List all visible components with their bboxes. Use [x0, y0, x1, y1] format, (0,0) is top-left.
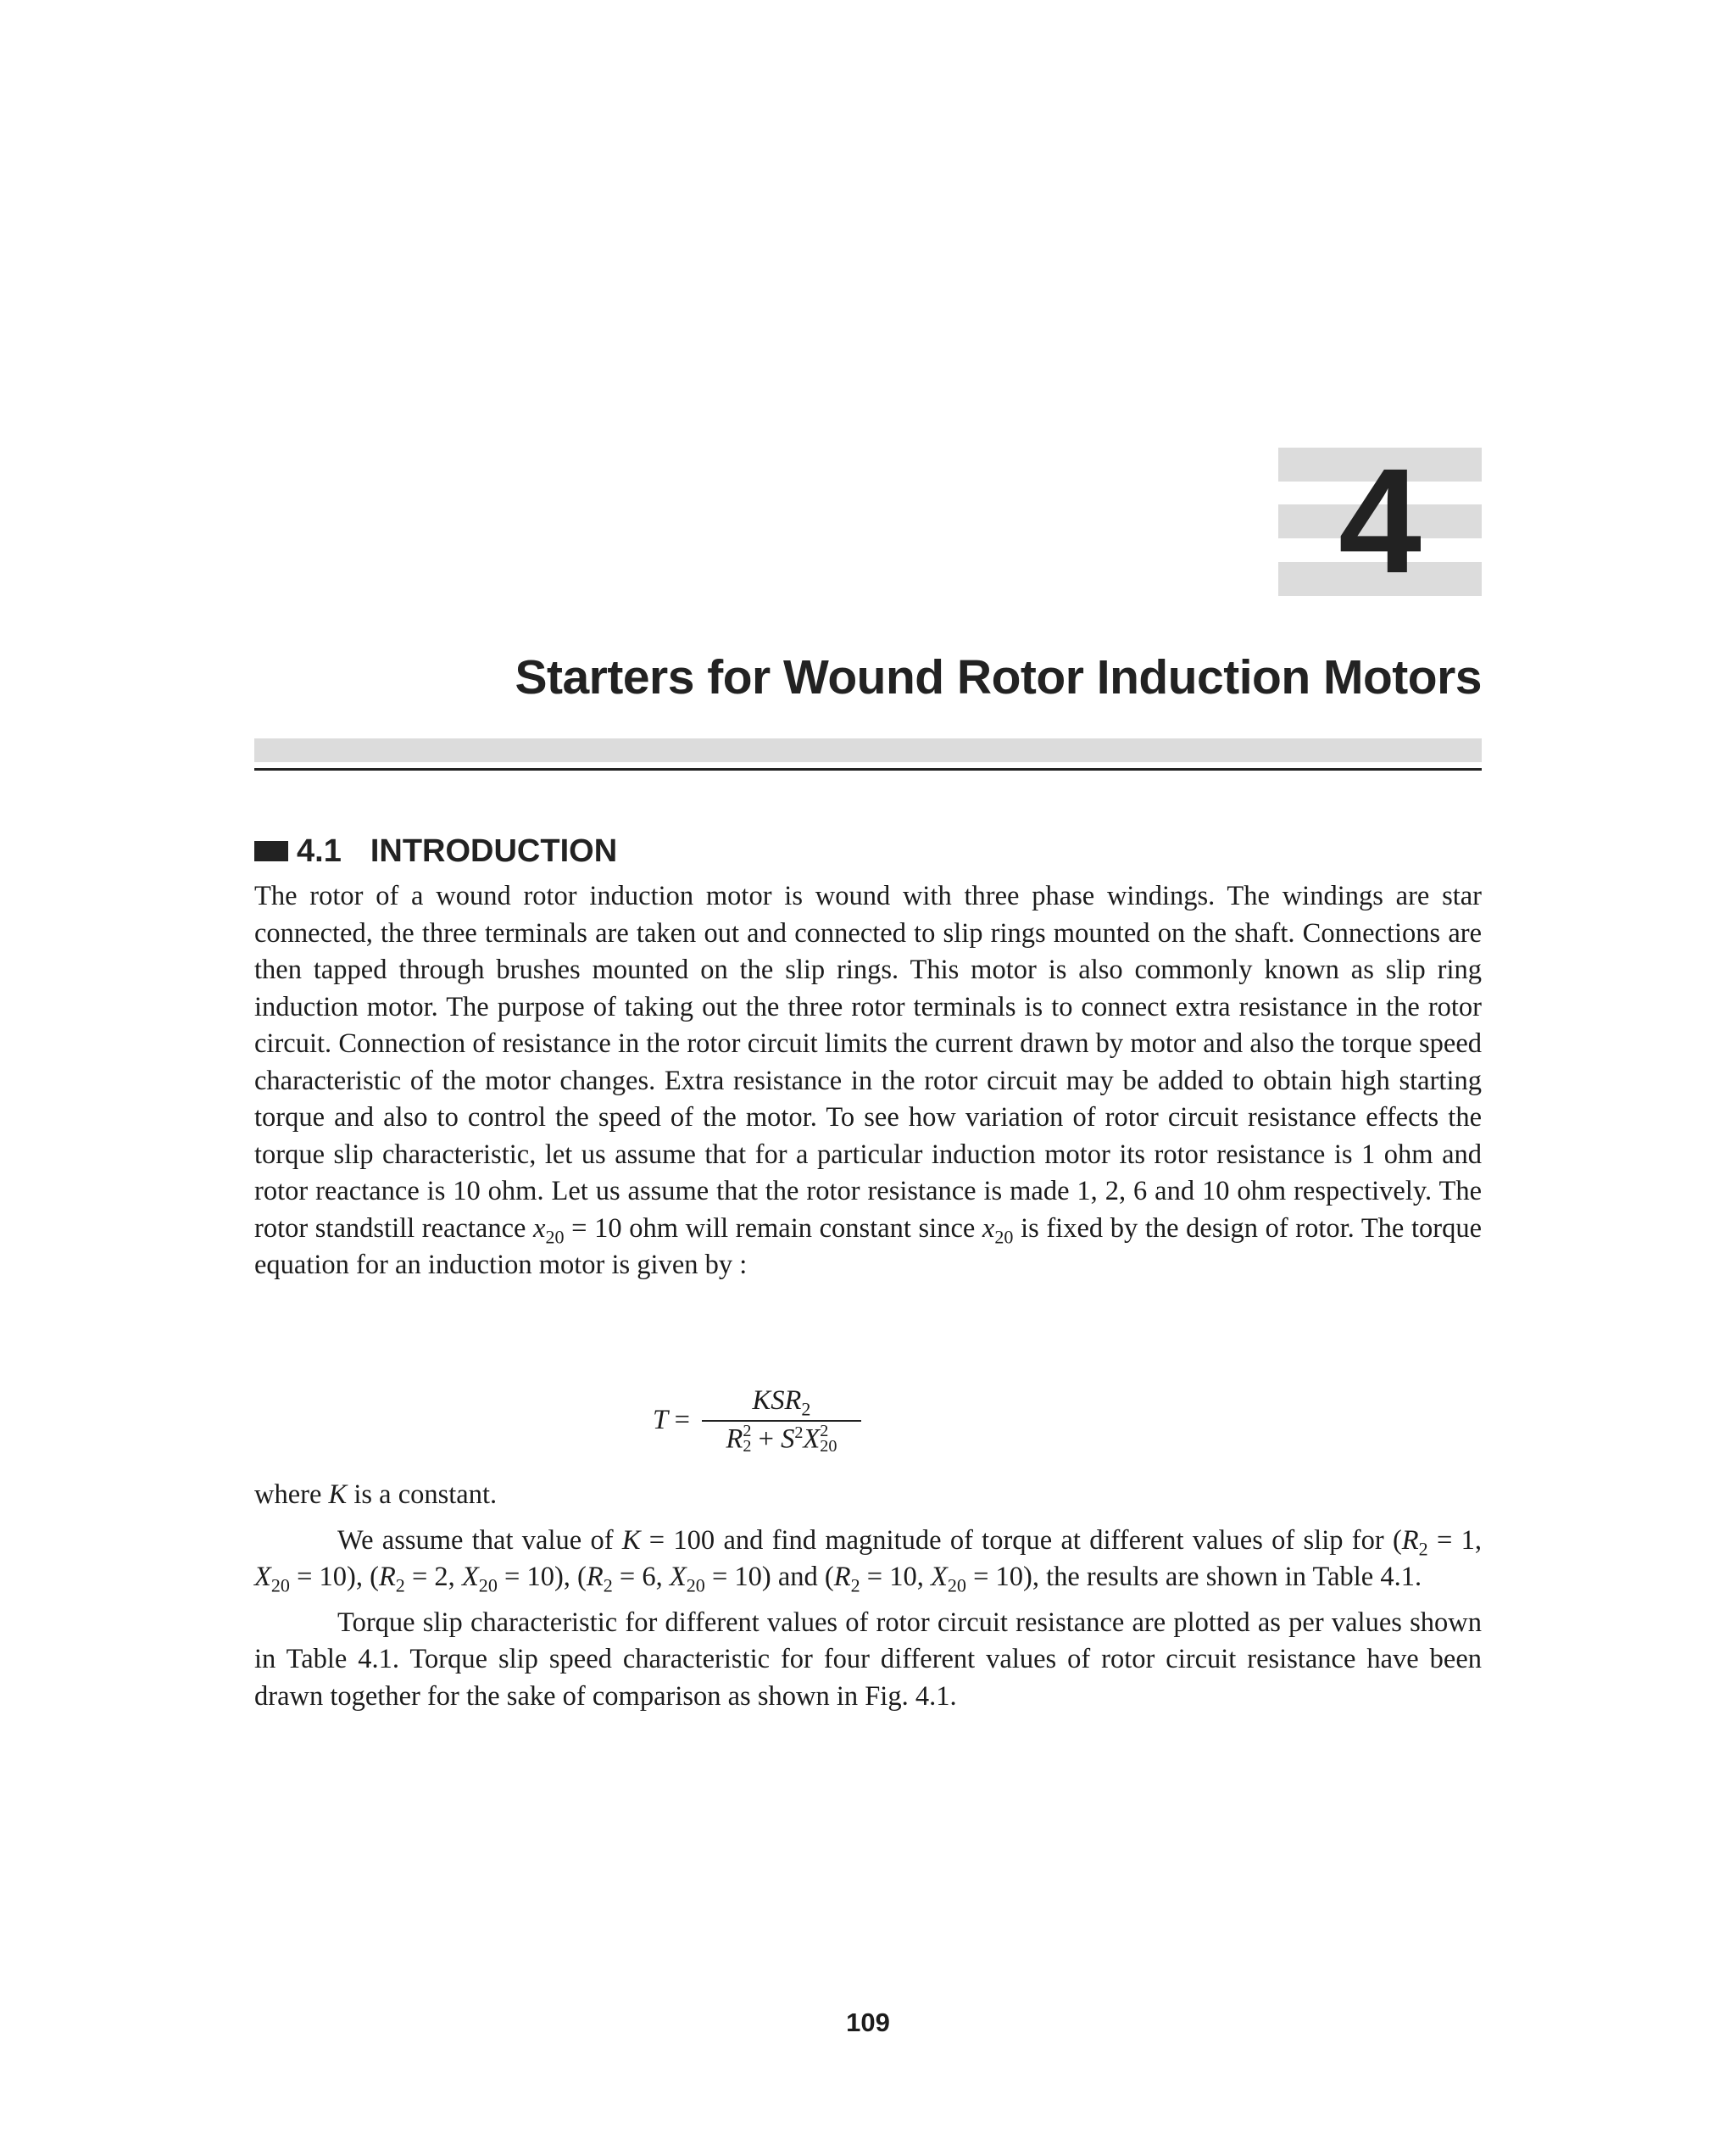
where-line: where K is a constant.	[254, 1479, 498, 1510]
intro-paragraph: The rotor of a wound rotor induction motor is wound with three phase windings. The windings are star connected, the three terminals are taken out and connected to slip rings mounted on the shaft. Connections are then tapped through brushes mounted on the slip rings. This motor is also commonly known as slip ring induction motor. The purpose of taking out the three rotor terminals is to connect extra resistance in the rotor circuit. Connection of resistance in the rotor circuit limits the current drawn by motor and also the torque speed characteristic of the motor changes. Extra resistance in the rotor circuit may be added to obtain high starting torque and also to control the speed of the motor. To see how variation of rotor circuit resistance effects the torque slip characteristic, let us assume that for a particular induction motor its rotor resistance is 1 ohm and rotor reactance is 10 ohm. Let us assume that the rotor resistance is made 1, 2, 6 and 10 ohm respectively. The rotor standstill reactance $x_{20} = 10$ ohm will remain constant since $x_{20}$ is fixed by the design of rotor. The torque equation for an induction motor is given by :	[254, 881, 1482, 1280]
title-band	[254, 738, 1482, 762]
chapter-number-block	[1278, 438, 1482, 604]
equation-numerator: $KSR_2$	[752, 1384, 811, 1420]
equation-lhs: T =	[653, 1404, 690, 1435]
section-title: INTRODUCTION	[370, 833, 618, 869]
torque-equation	[653, 1373, 861, 1467]
plot-paragraph: Torque slip characteristic for different values of rotor circuit resistance are plotted as per values shown in Table 4.1. Torque slip speed characteristic for four different values of rotor circuit resistance have been drawn together for the sake of comparison as shown in Fig. 4.1.	[254, 1607, 1482, 1712]
page-number: 109	[846, 2008, 890, 2037]
post-equation-block	[254, 1477, 1482, 1715]
chapter-title: Starters for Wound Rotor Induction Motors	[515, 650, 1482, 705]
section-marker-icon	[254, 841, 288, 861]
section-number: 4.1	[297, 833, 342, 869]
equation-fraction	[702, 1385, 861, 1455]
assumption-paragraph: We assume that value of K = 100 and find magnitude of torque at different values of slip for ($R_2 = 1$, $X_{20} = 10$), ($R_2 = 2$, $X_{20} = 10$), ($R_2 = 6$, $X_{20} = 10$) and ($R_2 = 10$, $X_{20} = 10$), the results are shown in Table 4.1.	[254, 1524, 1482, 1596]
title-rule	[254, 768, 1482, 771]
equation-denominator: R 2 2 + $S^2X$ 2 20	[726, 1421, 837, 1456]
section-heading	[254, 831, 617, 872]
chapter-number: 4	[1338, 438, 1422, 604]
intro-paragraph-block	[254, 878, 1482, 1284]
